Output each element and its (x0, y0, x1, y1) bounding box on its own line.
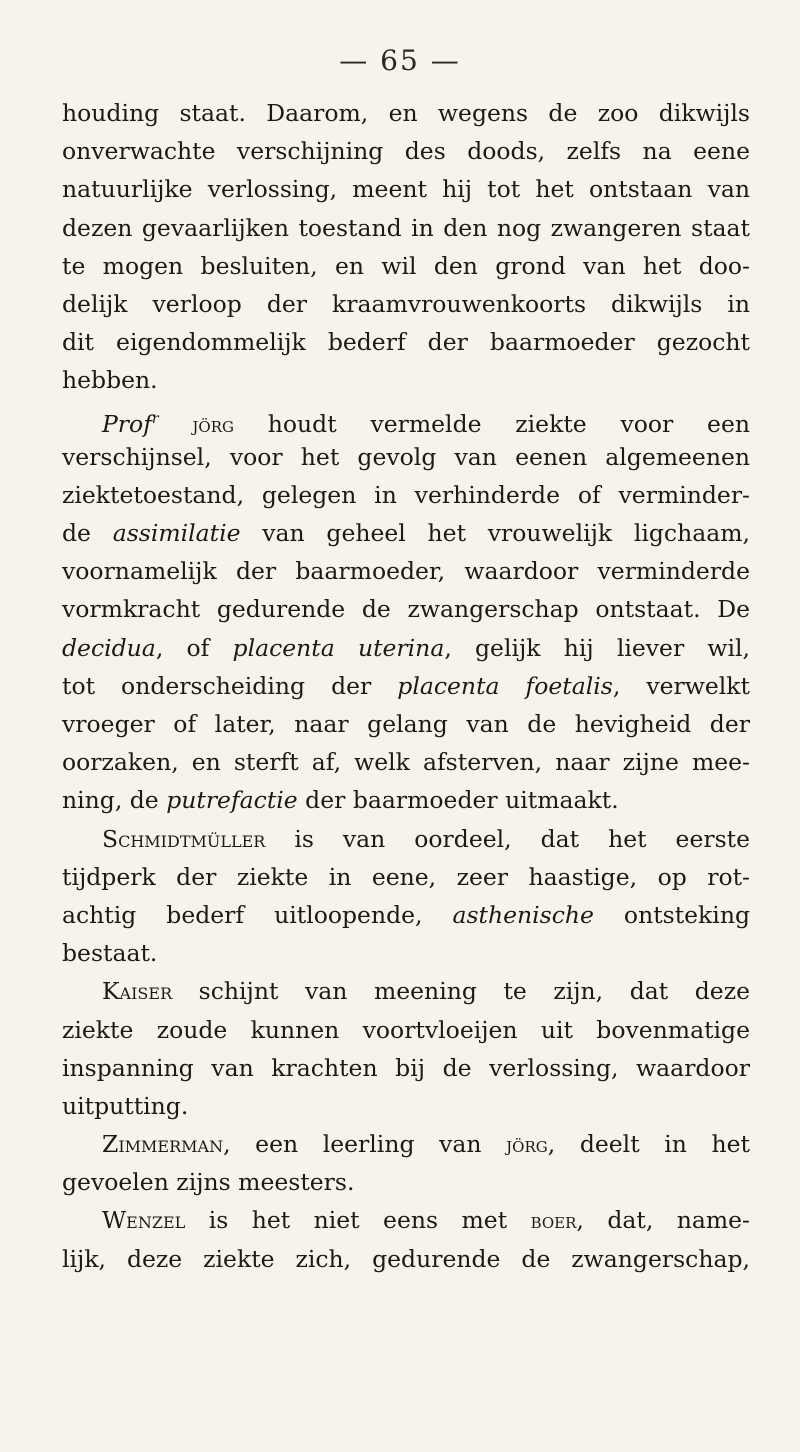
line-text: vormkracht gedurende de zwangerschap ontstaat. De (62, 595, 750, 624)
line-text: vroeger of later, naar gelang van de hevigheid der (62, 710, 750, 738)
author-name: boer (530, 1209, 577, 1234)
line-text: schijnt van meening te zijn, dat deze (172, 977, 750, 1006)
line-text: lijk, deze ziekte zich, gedurende de zwangerschap, (62, 1244, 750, 1273)
text-line (62, 781, 750, 819)
line-text: uitputting. (62, 1091, 189, 1120)
text-line (62, 400, 750, 438)
line-text: delijk verloop der kraamvrouwenkoorts dikwijls in (62, 289, 750, 318)
author-name: Schmidtmüller (102, 824, 266, 853)
line-text: is van oordeel, dat het eerste (265, 824, 750, 853)
line-text: , deelt in het (547, 1130, 750, 1159)
italic-term: placenta uterina (232, 633, 445, 662)
line-text (159, 409, 193, 437)
line-text: de (62, 519, 113, 548)
text-line (62, 514, 750, 552)
line-text: verschijnsel, voor het gevolg van eenen algemeenen (62, 442, 750, 471)
body-text (62, 94, 750, 1278)
italic-term: asthenische (452, 900, 594, 929)
author-name: Kaiser (102, 977, 173, 1006)
text-line (62, 361, 750, 399)
abbrev-superscript: r (151, 410, 159, 427)
line-text: tot onderscheiding der (62, 671, 398, 700)
line-text: bestaat. (62, 939, 158, 968)
line-text: ziekte zoude kunnen voortvloeijen uit bovenmatige (62, 1015, 750, 1044)
text-line (62, 247, 750, 285)
line-text: gevoelen zijns meesters. (62, 1168, 355, 1197)
line-text: , verwelkt (612, 671, 750, 700)
text-line (62, 590, 750, 628)
line-text: dezen gevaarlijken toestand in den nog zwangeren staat (62, 213, 750, 242)
line-text: houding staat. Daarom, en wegens de zoo dikwijls (62, 99, 750, 127)
line-text: te mogen besluiten, en wil den grond van het doo- (62, 251, 750, 280)
line-text: houdt vermelde ziekte voor een (233, 409, 750, 438)
line-text: , gelijk hij liever wil, (444, 633, 750, 662)
author-name: Zimmerman (102, 1130, 224, 1159)
author-name: jörg (192, 412, 234, 437)
line-text: , een leerling van (223, 1130, 507, 1159)
line-text: ontsteking (593, 900, 750, 929)
text-line (62, 1049, 750, 1087)
line-text: tijdperk der ziekte in eene, zeer haastige, op rot- (62, 862, 750, 891)
line-text: , of (155, 633, 233, 662)
italic-term: placenta foetalis (397, 671, 613, 700)
page-number: — 65 — (339, 44, 461, 77)
italic-term: putrefactie (166, 786, 298, 815)
text-line (62, 705, 750, 743)
text-line (62, 972, 750, 1010)
text-line (62, 1125, 750, 1163)
line-text: , dat, name- (576, 1206, 751, 1235)
line-text: ning, de (62, 786, 167, 815)
line-text: is het niet eens met (185, 1206, 531, 1235)
line-text: van geheel het vrouwelijk ligchaam, (240, 519, 750, 548)
text-line (62, 132, 750, 170)
text-line (62, 170, 750, 208)
text-line (62, 858, 750, 896)
text-line (62, 896, 750, 934)
abbrev-prof: Prof (102, 409, 152, 438)
text-line (62, 1163, 750, 1201)
text-line (62, 743, 750, 781)
text-line (62, 629, 750, 667)
line-text: inspanning van krachten bij de verlossing, waardoor (62, 1053, 750, 1082)
line-text: oorzaken, en sterft af, welk afsterven, naar zijne mee- (62, 748, 750, 777)
text-line (62, 1011, 750, 1049)
text-line (62, 476, 750, 514)
line-text: der baarmoeder uitmaakt. (297, 786, 619, 815)
text-line (62, 820, 750, 858)
line-text: hebben. (62, 366, 158, 395)
text-line (62, 209, 750, 247)
author-name: Wenzel (102, 1206, 186, 1235)
text-line (62, 1240, 750, 1278)
line-text: ziektetoestand, gelegen in verhinderde of verminder- (62, 480, 750, 509)
text-line (62, 438, 750, 476)
text-line (62, 1201, 750, 1239)
line-text: onverwachte verschijning des doods, zelfs na eene (62, 137, 750, 166)
text-line (62, 1087, 750, 1125)
text-line (62, 285, 750, 323)
text-line (62, 667, 750, 705)
author-name: jörg (506, 1133, 548, 1158)
text-line (62, 934, 750, 972)
italic-term: decidua (62, 633, 156, 662)
text-line (62, 323, 750, 361)
text-line (62, 94, 750, 132)
italic-term: assimilatie (112, 519, 241, 548)
line-text: dit eigendommelijk bederf der baarmoeder gezocht (62, 328, 750, 357)
line-text: voornamelijk der baarmoeder, waardoor verminderde (62, 557, 750, 586)
line-text: achtig bederf uitloopende, (62, 900, 453, 929)
text-line (62, 552, 750, 590)
line-text: natuurlijke verlossing, meent hij tot het ontstaan van (62, 175, 750, 204)
